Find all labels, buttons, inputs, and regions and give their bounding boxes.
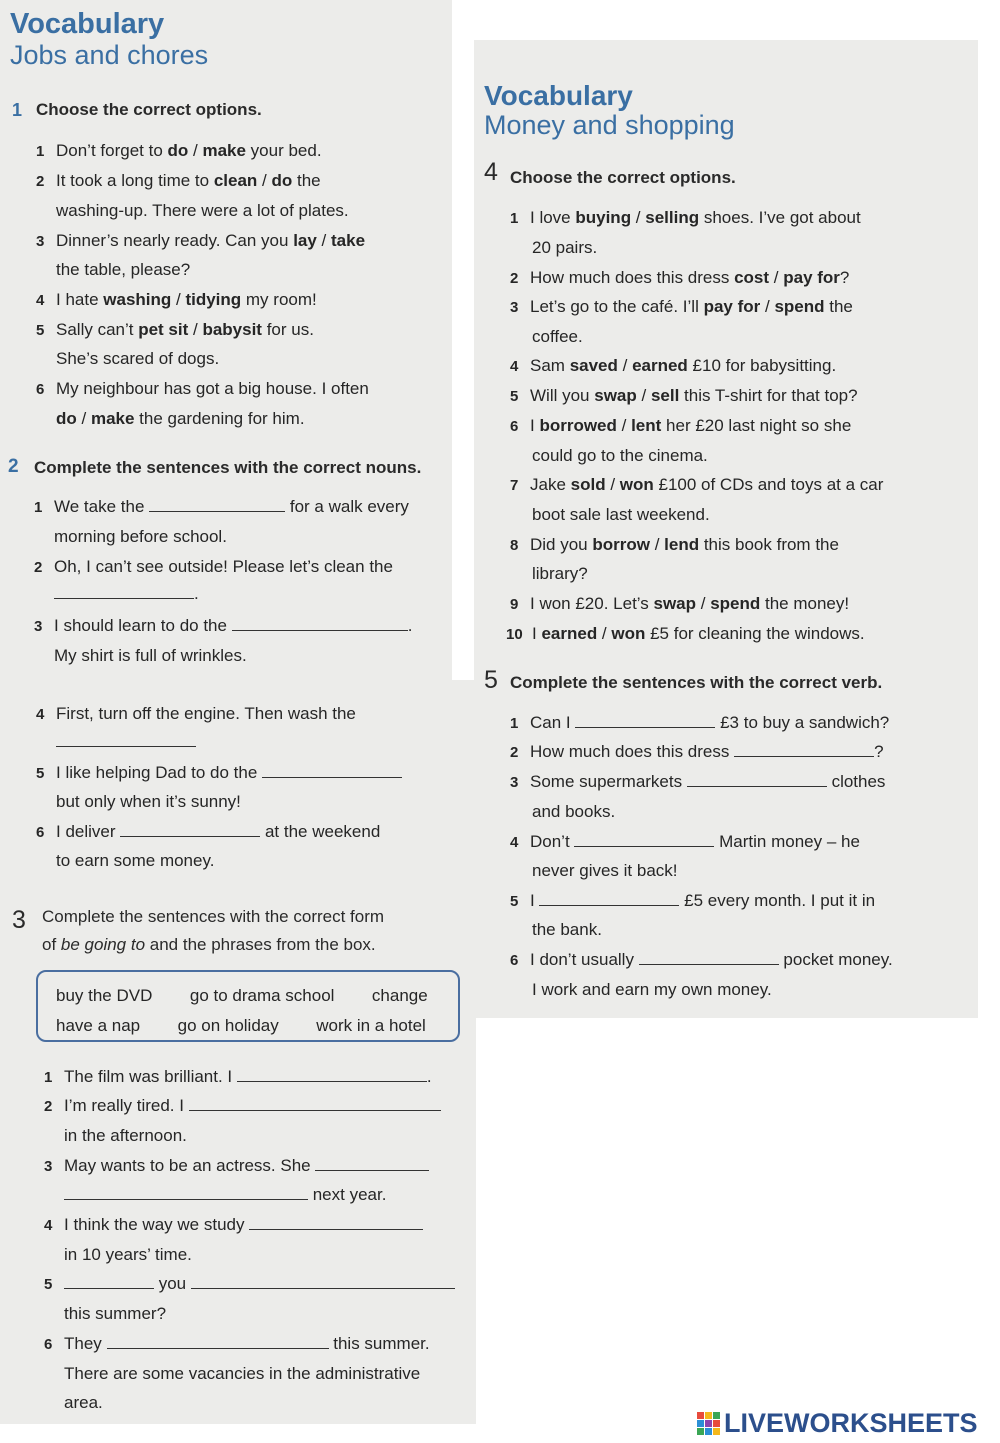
exercise-item: 8 Did you borrow / lend this book from the (510, 535, 839, 554)
option[interactable]: sell (650, 386, 680, 405)
logo-text: LIVEWORKSHEETS (724, 1408, 978, 1438)
option[interactable]: tidying (185, 290, 242, 309)
answer-blank[interactable] (734, 742, 874, 757)
answer-blank[interactable] (64, 1185, 308, 1200)
exercise-item-cont: the table, please? (56, 260, 191, 279)
exercise-item: 6 My neighbour has got a big house. I often (36, 379, 369, 398)
exercise-item: 1 Can I £3 to buy a sandwich? (510, 713, 890, 732)
option[interactable]: swap (594, 386, 637, 405)
phrase: go on holiday (177, 1016, 279, 1035)
option[interactable]: pet sit (138, 320, 189, 339)
phrase: go to drama school (189, 986, 335, 1005)
phrase: work in a hotel (316, 1016, 426, 1035)
option[interactable]: take (331, 231, 366, 250)
answer-blank[interactable] (191, 1274, 455, 1289)
option[interactable]: spend (774, 297, 825, 316)
option[interactable]: clean (213, 171, 258, 190)
option[interactable]: spend (710, 594, 761, 613)
exercise-item: 1 Don’t forget to do / make your bed. (36, 141, 322, 160)
exercise-item: 5 Will you swap / sell this T-shirt for that top? (510, 386, 858, 405)
exercise-item: 5 I £5 every month. I put it in (510, 891, 876, 910)
exercise-number: 2 (8, 456, 19, 477)
option[interactable]: pay for (703, 297, 761, 316)
exercise-item: 4 First, turn off the engine. Then wash the (36, 704, 356, 723)
exercise-item-cont: could go to the cinema. (532, 446, 708, 465)
exercise-item-cont: coffee. (532, 327, 583, 346)
exercise-item: 6 They this summer. (44, 1334, 430, 1353)
option[interactable]: make (90, 409, 135, 428)
exercise-item: 5 I like helping Dad to do the (36, 763, 402, 783)
exercise-item-cont: never gives it back! (532, 861, 678, 880)
option[interactable]: lay (293, 231, 317, 250)
option[interactable]: won (611, 624, 646, 643)
exercise-instruction-2: of be going to and the phrases from the box. (42, 935, 376, 954)
exercise-item: 3 Dinner’s nearly ready. Can you lay / take (36, 231, 366, 250)
exercise-item-cont: in 10 years’ time. (64, 1245, 192, 1264)
exercise-item: 3 Let’s go to the café. I’ll pay for / spend the (510, 297, 853, 316)
answer-blank[interactable] (315, 1156, 429, 1171)
exercise-item: 6 I borrowed / lent her £20 last night so she (510, 416, 852, 435)
exercise-item: 6 I don’t usually pocket money. (510, 950, 893, 969)
exercise-item: 2 How much does this dress ? (510, 742, 884, 761)
answer-blank[interactable] (149, 497, 285, 512)
exercise-item: 5 you (44, 1274, 455, 1294)
option[interactable]: selling (645, 208, 700, 227)
exercise-item-cont: do / make the gardening for him. (56, 409, 305, 428)
exercise-item: 4 Don’t Martin money – he (510, 832, 860, 851)
exercise-number: 3 (12, 906, 26, 934)
answer-blank[interactable] (539, 891, 679, 906)
exercise-item: 4 I hate washing / tidying my room! (36, 290, 317, 309)
exercise-instruction: Complete the sentences with the correct nouns. (34, 458, 422, 477)
answer-blank[interactable] (575, 713, 715, 728)
option[interactable]: saved (569, 356, 618, 375)
exercise-item-cont: boot sale last weekend. (532, 505, 710, 524)
phrase: buy the DVD (56, 986, 153, 1005)
option[interactable]: babysit (202, 320, 262, 339)
exercise-item: 4 I think the way we study (44, 1215, 423, 1235)
exercise-item-cont: I work and earn my own money. (532, 980, 772, 999)
exercise-item: 4 Sam saved / earned £10 for babysitting. (510, 356, 837, 375)
answer-blank[interactable] (189, 1096, 441, 1111)
section-vocab-label: Vocabulary (10, 8, 165, 40)
section-title: Money and shopping (484, 110, 735, 140)
option[interactable]: do (56, 409, 77, 428)
answer-blank[interactable] (262, 763, 402, 778)
option[interactable]: sold (570, 475, 606, 494)
exercise-item: 2 How much does this dress cost / pay for? (510, 268, 850, 287)
exercise-item-cont: She’s scared of dogs. (56, 349, 220, 368)
exercise-item: 1 The film was brilliant. I . (44, 1067, 432, 1086)
answer-blank[interactable] (107, 1334, 329, 1349)
exercise-item-cont: the bank. (532, 920, 602, 939)
exercise-item-cont: morning before school. (54, 527, 227, 546)
exercise-item: 9 I won £20. Let’s swap / spend the money! (510, 594, 850, 613)
exercise-item-cont: library? (532, 564, 588, 583)
answer-blank[interactable] (249, 1215, 423, 1230)
exercise-number: 1 (12, 100, 23, 120)
exercise-item: 3 Some supermarkets clothes (510, 772, 886, 791)
exercise-number: 4 (484, 158, 498, 186)
section-title: Jobs and chores (10, 40, 209, 70)
exercise-instruction: Choose the correct options. (36, 100, 262, 119)
exercise-item-cont: area. (64, 1393, 103, 1412)
option[interactable]: do (271, 171, 293, 190)
exercise-instruction: Complete the sentences with the correct verb. (510, 673, 883, 692)
option[interactable]: swap (653, 594, 697, 613)
option[interactable]: buying (575, 208, 632, 227)
exercise-item-cont: and books. (532, 802, 616, 821)
exercise-item-cont: but only when it’s sunny! (56, 792, 241, 811)
option[interactable]: borrow (592, 535, 650, 554)
exercise-item: 2 I’m really tired. I (44, 1096, 441, 1116)
answer-blank[interactable] (54, 584, 194, 599)
phrase-box-row (56, 1016, 426, 1036)
option[interactable]: do (167, 141, 189, 160)
exercise-item: 2 It took a long time to clean / do the (36, 171, 321, 190)
option[interactable]: won (619, 475, 654, 494)
option[interactable]: washing (103, 290, 172, 309)
answer-blank[interactable] (232, 616, 408, 631)
exercise-item: 2 Oh, I can’t see outside! Please let’s clean the (34, 557, 393, 576)
exercise-item-cont (56, 732, 196, 752)
answer-blank[interactable] (574, 832, 714, 847)
phrase: change (371, 986, 428, 1005)
phrase: have a nap (56, 1016, 141, 1035)
exercise-instruction: Choose the correct options. (510, 168, 736, 187)
liveworksheets-logo[interactable] (697, 1408, 978, 1439)
exercise-item-cont: My shirt is full of wrinkles. (54, 646, 247, 665)
answer-blank[interactable] (64, 1274, 154, 1289)
answer-blank[interactable] (120, 822, 260, 837)
option[interactable]: make (202, 141, 246, 160)
exercise-item-cont: washing-up. There were a lot of plates. (56, 201, 349, 220)
exercise-item-cont: There are some vacancies in the administrative (64, 1364, 421, 1383)
exercise-item-cont: in the afternoon. (64, 1126, 187, 1145)
exercise-item-cont: next year. (64, 1185, 386, 1205)
option[interactable]: earned (541, 624, 598, 643)
exercise-item: 6 I deliver at the weekend (36, 822, 381, 841)
exercise-item-cont: 20 pairs. (532, 238, 598, 257)
exercise-instruction: Complete the sentences with the correct form (42, 907, 385, 926)
option[interactable]: pay for (783, 268, 840, 287)
option[interactable]: lend (664, 535, 700, 554)
exercise-item: 1 I love buying / selling shoes. I’ve got about (510, 208, 861, 227)
answer-blank[interactable] (237, 1067, 427, 1082)
section-vocab-label: Vocabulary (484, 80, 633, 111)
option[interactable]: lent (631, 416, 662, 435)
exercise-number: 5 (484, 666, 498, 694)
exercise-item: 5 Sally can’t pet sit / babysit for us. (36, 320, 314, 339)
exercise-item: 10 I earned / won £5 for cleaning the windows. (506, 624, 865, 643)
exercise-item: 7 Jake sold / won £100 of CDs and toys at a car (510, 475, 884, 494)
exercise-item: 3 I should learn to do the . (34, 616, 413, 635)
exercise-item: 1 We take the for a walk every (34, 497, 409, 516)
phrase-box-row (56, 986, 428, 1006)
exercise-item: 3 May wants to be an actress. She (44, 1156, 429, 1176)
logo-grid-icon (697, 1412, 720, 1435)
exercise-item-cont: . (54, 584, 199, 604)
answer-blank[interactable] (639, 950, 779, 965)
answer-blank[interactable] (56, 732, 196, 747)
exercise-item-cont: this summer? (64, 1304, 167, 1323)
exercise-item-cont: to earn some money. (56, 851, 215, 870)
answer-blank[interactable] (687, 772, 827, 787)
option[interactable]: borrowed (539, 416, 617, 435)
option[interactable]: earned (632, 356, 688, 375)
option[interactable]: cost (734, 268, 770, 287)
